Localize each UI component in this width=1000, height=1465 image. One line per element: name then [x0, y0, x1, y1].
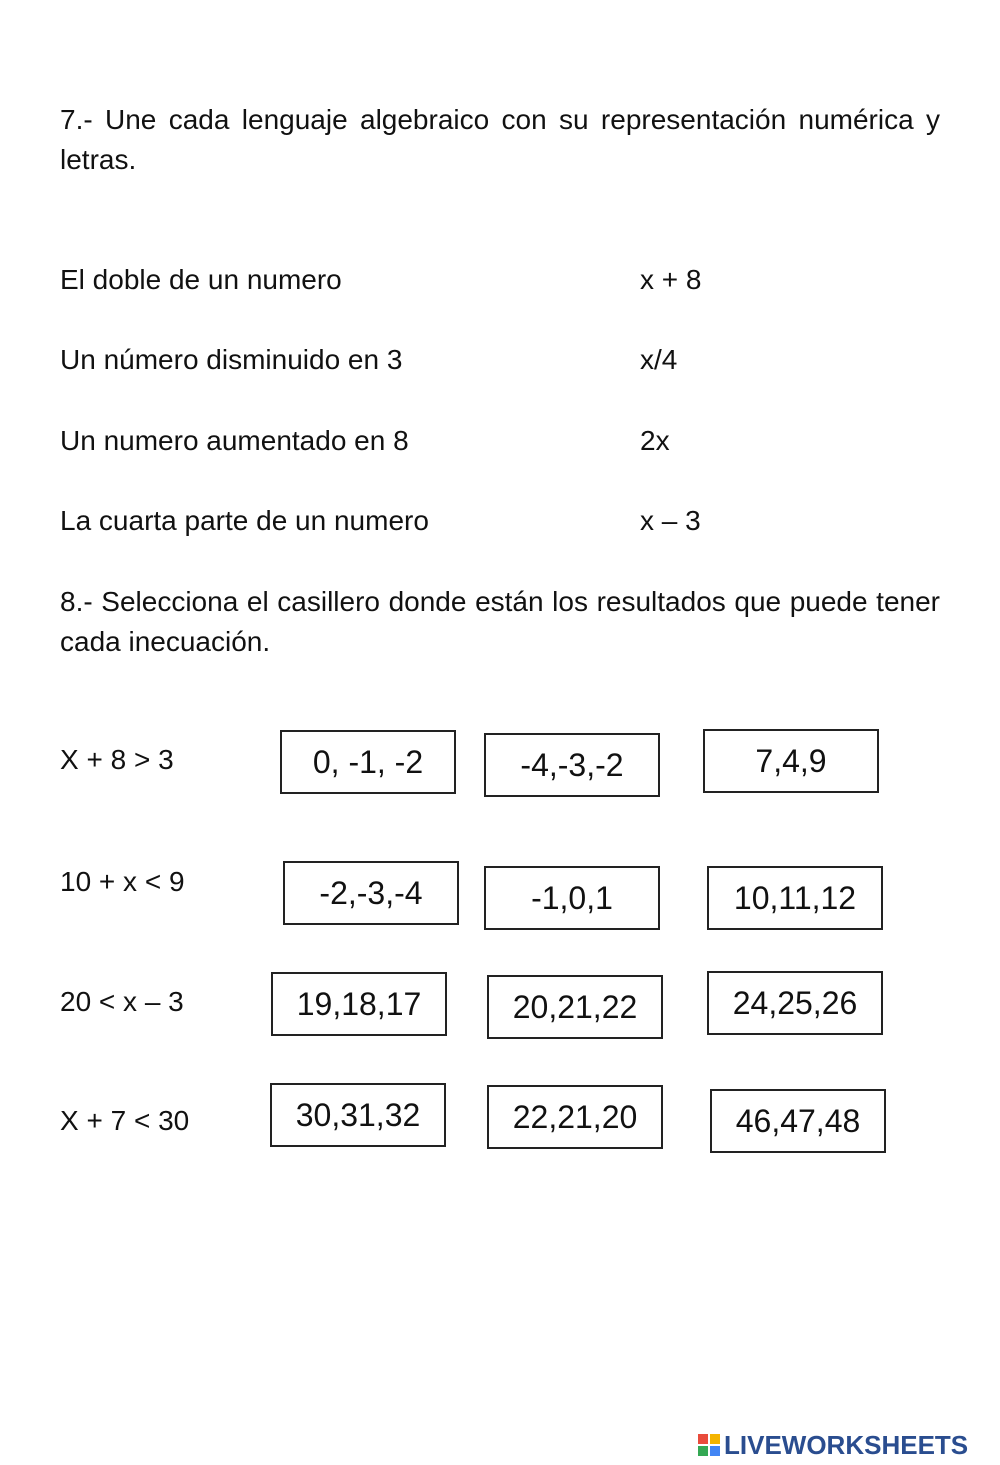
logo-square [698, 1446, 708, 1456]
logo-square [710, 1446, 720, 1456]
expression-3[interactable]: 2x [640, 425, 670, 456]
option-box-2-1[interactable]: -2,-3,-4 [283, 861, 459, 925]
logo-square [698, 1434, 708, 1444]
option-box-1-3[interactable]: 7,4,9 [703, 729, 879, 793]
phrase-3: Un numero aumentado en 8 [60, 425, 409, 456]
inequality-2: 10 + x < 9 [60, 866, 185, 897]
option-box-4-3[interactable]: 46,47,48 [710, 1089, 886, 1153]
option-box-3-3[interactable]: 24,25,26 [707, 971, 883, 1035]
option-box-3-1[interactable]: 19,18,17 [271, 972, 447, 1036]
liveworksheets-brand [698, 1428, 968, 1462]
inequality-4: X + 7 < 30 [60, 1105, 190, 1136]
option-box-2-3[interactable]: 10,11,12 [707, 866, 883, 930]
option-box-1-1[interactable]: 0, -1, -2 [280, 730, 456, 794]
expression-2[interactable]: x/4 [640, 344, 678, 375]
option-box-4-2[interactable]: 22,21,20 [487, 1085, 663, 1149]
option-box-3-2[interactable]: 20,21,22 [487, 975, 663, 1039]
phrase-2: Un número disminuido en 3 [60, 344, 403, 375]
liveworksheets-logo-icon [698, 1434, 720, 1456]
option-box-2-2[interactable]: -1,0,1 [484, 866, 660, 930]
option-box-4-1[interactable]: 30,31,32 [270, 1083, 446, 1147]
brand-name: LIVEWORKSHEETS [724, 1429, 969, 1460]
expression-1[interactable]: x + 8 [640, 264, 702, 295]
inequality-1: X + 8 > 3 [60, 744, 174, 775]
phrase-4: La cuarta parte de un numero [60, 505, 429, 536]
phrase-1: El doble de un numero [60, 264, 342, 295]
option-box-1-2[interactable]: -4,-3,-2 [484, 733, 660, 797]
expression-4[interactable]: x – 3 [640, 505, 701, 536]
question-8-prompt: 8.- Selecciona el casillero donde están los resultados que puede tener cada inecuación. [60, 586, 940, 657]
question-7-prompt: 7.- Une cada lenguaje algebraico con su representación numérica y letras. [60, 104, 940, 175]
logo-square [710, 1434, 720, 1444]
inequality-3: 20 < x – 3 [60, 986, 184, 1017]
